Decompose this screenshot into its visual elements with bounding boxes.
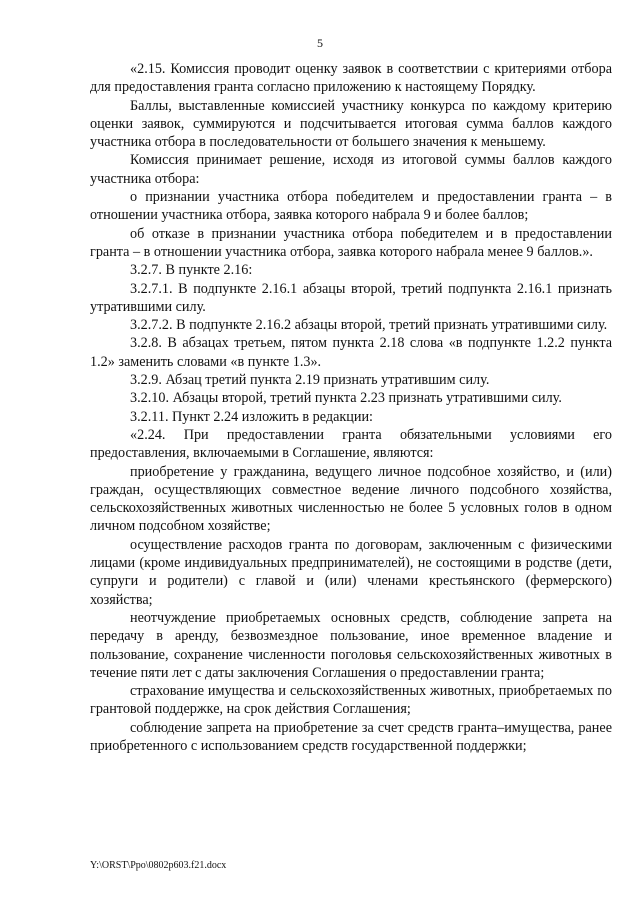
paragraph: об отказе в признании участника отбора победителем и в предоставлении гранта – в отношении участника отбора, заявка которого набрала менее 9 баллов.».: [90, 225, 612, 260]
paragraph: 3.2.10. Абзацы второй, третий пункта 2.23 признать утратившими силу.: [130, 390, 562, 407]
paragraph: 3.2.7.1. В подпункте 2.16.1 абзацы второй, третий подпункта 2.16.1 признать утратившими силу.: [90, 280, 612, 315]
paragraph: о признании участника отбора победителем и предоставлении гранта – в отношении участника отбора, заявка которого набрала 9 и более баллов;: [90, 189, 612, 224]
document-body: [90, 60, 612, 755]
paragraph: 3.2.7. В пункте 2.16:: [130, 262, 253, 279]
footer-file-path: Y:\ORST\Ppo\0802p603.f21.docx: [90, 860, 227, 871]
paragraph: страхование имущества и сельскохозяйственных животных, приобретаемых по грантовой поддержке, на срок действия Соглашения;: [90, 683, 612, 718]
paragraph: соблюдение запрета на приобретение за счет средств гранта–имущества, ранее приобретенного с использованием средств государственной поддержки;: [90, 719, 612, 754]
paragraph: Комиссия принимает решение, исходя из итоговой суммы баллов каждого участника отбора:: [90, 152, 612, 187]
paragraph: 3.2.7.2. В подпункте 2.16.2 абзацы второй, третий признать утратившими силу.: [130, 317, 608, 334]
paragraph: 3.2.11. Пункт 2.24 изложить в редакции:: [130, 408, 374, 425]
paragraph: 3.2.8. В абзацах третьем, пятом пункта 2.18 слова «в подпункте 1.2.2 пункта 1.2» заменить словами «в пункте 1.3».: [90, 335, 612, 370]
paragraph: неотчуждение приобретаемых основных средств, соблюдение запрета на передачу в аренду, безвозмездное пользование, иное временное владение и пользование, сохранение численности поголовья сельскохозяйственных животных в течение пяти лет с даты заключения Соглашения о предоставлении гранта;: [90, 609, 612, 681]
paragraph: «2.24. При предоставлении гранта обязательными условиями его предоставления, включаемыми в Соглашение, являются:: [90, 426, 612, 462]
paragraph: «2.15. Комиссия проводит оценку заявок в соответствии с критериями отбора для предоставления гранта согласно приложению к настоящему Порядку.: [90, 61, 612, 96]
page-number: 5: [317, 36, 323, 50]
paragraph: 3.2.9. Абзац третий пункта 2.19 признать утратившим силу.: [130, 372, 490, 389]
paragraph: осуществление расходов гранта по договорам, заключенным с физическими лицами (кроме индивидуальных предпринимателей), не состоящими в родстве (дети, супруги и родители) с главой и (или) членами крестьянского (фермерского) хозяйства;: [90, 536, 612, 608]
paragraph: приобретение у гражданина, ведущего личное подсобное хозяйство, и (или) граждан, осуществляющих совместное ведение личного подсобного хозяйства, сельскохозяйственных животных численностью не более 5 условных голов в одном личном подсобном хозяйстве;: [90, 463, 612, 535]
paragraph: Баллы, выставленные комиссией участнику конкурса по каждому критерию оценки заявок, суммируются и подсчитывается итоговая сумма баллов каждого участника отбора в последовательности от большего значения к меньшему.: [90, 97, 612, 151]
